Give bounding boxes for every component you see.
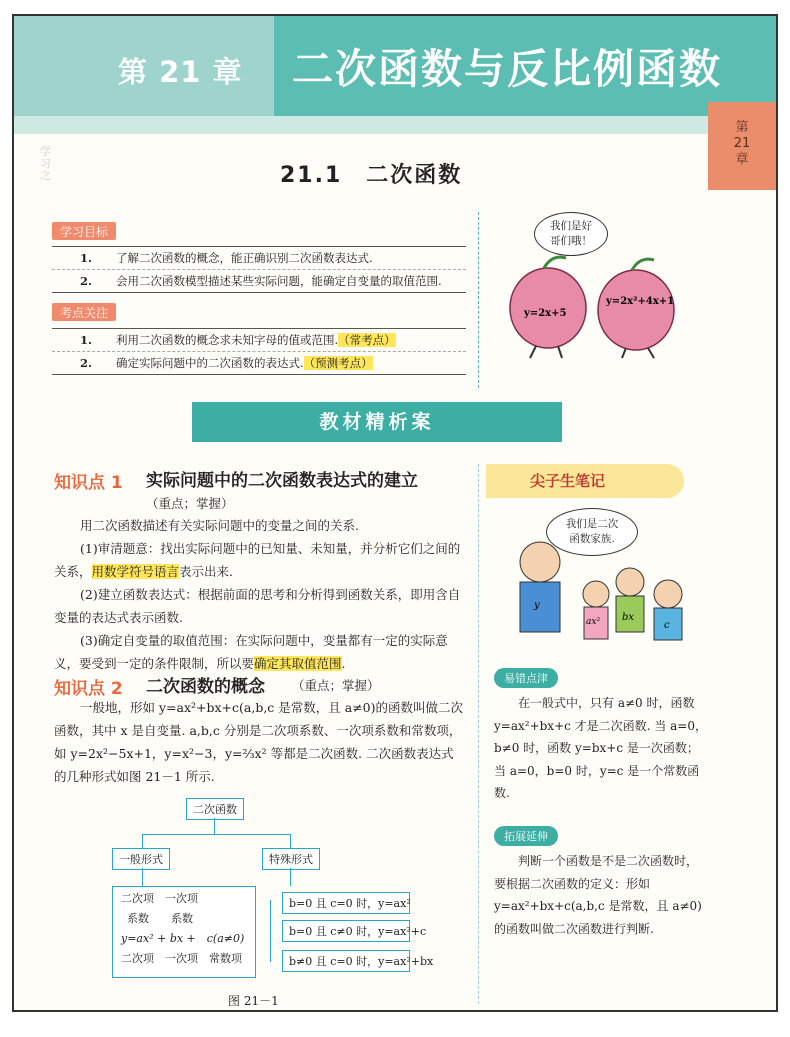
fig-row: 二次项 一次项 [121,892,198,905]
right-fruit [598,270,674,350]
chapter-title: 二次函数与反比例函数 [292,45,722,93]
fig-special-2: b=0 且 c≠0 时，y=ax²+c [282,920,410,942]
goal-text: 了解二次函数的概念，能正确识别二次函数表达式. [116,251,373,265]
kids-cartoon [500,532,700,652]
notes-bubble: 我们是二次 函数家族. [546,508,638,556]
focus-mark: （预测考点） [303,356,373,370]
kp1-p3-text: (3)确定自变量的取值范围：在实际问题中，变量都有一定的实际意义，要受到一定的条件限制，所以要 [54,633,448,671]
focus-text: 利用二次函数的概念求未知字母的值或范围. [116,333,339,347]
kp1-sub: （重点；掌握） [146,496,234,511]
notes-header [486,464,684,498]
focus-mark: （常考点） [338,333,396,347]
section-banner: 教材精析案 [192,402,562,442]
leaf-icon [544,257,566,268]
figure-caption: 图 21－1 [228,994,279,1008]
header-strip [14,116,776,134]
kp1-title: 实际问题中的二次函数表达式的建立 [146,471,418,491]
divider-bottom [478,464,479,1004]
kid-label: y [534,600,540,611]
kid-label: c [664,620,670,631]
kp2-sub: （重点；掌握） [292,678,380,693]
notes-text-extend: 判断一个函数是不是二次函数时，要根据二次函数的定义：形如 y=ax²+bx+c(a,b,c 是常数，且 a≠0) 的函数叫做二次函数进行判断. [494,854,702,936]
goal-number: 1. [80,251,93,265]
kid-body [520,582,560,632]
focus-item [52,329,466,352]
fig-line [290,868,291,886]
kp1-p1-tail: 表示出来. [179,564,234,579]
fig-line [142,868,143,886]
kp1-p2: (2)建立函数表达式：根据前面的思考和分析得到函数关系，即用含自变量的表达式表示函数. [54,587,461,625]
kp1-p1-text: (1)审清题意：找出实际问题中的已知量、未知量，并分析它们之间的关系， [54,541,461,579]
side-tab-line: 第 [735,120,749,135]
focus-number: 2. [80,356,93,370]
kp1-p3-tail: . [341,656,346,671]
fig-special-1: b=0 且 c=0 时，y=ax² [282,892,410,914]
notes-tag-error: 易错点津 [494,668,558,688]
kp1-label: 知识点 1 [54,473,123,493]
left-fruit-label: y=2x+5 [524,308,567,319]
kp1-p1-highlight: 用数学符号语言 [91,564,180,579]
goal-number: 2. [80,274,93,288]
chapter-side-tab [708,102,776,190]
fig-line [290,834,291,848]
kid-label: ax² [586,617,601,627]
focus-number: 1. [80,333,93,347]
kp2-title: 二次函数的概念 [146,677,265,697]
goal-item [52,247,466,270]
divider-top [478,212,479,388]
fig-line [142,834,290,835]
watermark [40,146,51,182]
fig-line [270,900,271,962]
kp1-p1 [54,537,466,583]
fig-special-3: b≠0 且 c=0 时，y=ax²+bx [282,950,410,972]
kp1-p3-highlight: 确定其取值范围 [254,656,342,671]
kp1-paragraph [54,514,466,675]
focus-item [52,352,466,374]
leaf-icon [632,259,654,270]
goals-list [52,246,466,293]
goal-text: 会用二次函数模型描述某些实际问题，能确定自变量的取值范围. [116,274,442,288]
side-tab-line: 21 [733,136,751,151]
speech-bubble: 我们是好 哥们哦！ [534,212,608,256]
watermark-char: 学 [40,145,51,158]
focus-text: 确定实际问题中的二次函数的表达式. [116,356,304,370]
kp1-p0: 用二次函数描述有关实际问题中的变量之间的关系. [80,518,359,533]
fig-line [214,818,215,834]
notes-title: 尖子生笔记 [530,472,606,490]
kp1-p3 [54,629,466,675]
fig-general-box [112,886,256,978]
kid-label: bx [622,612,635,623]
fig-formula: y=ax² + bx + c(a≠0) [121,932,245,945]
goals-tag: 学习目标 [52,222,116,240]
fig-general: 一般形式 [112,848,170,870]
fig-root: 二次函数 [186,798,244,820]
chapter-number: 第 21 章 [118,55,243,89]
focus-list [52,328,466,375]
kp2-label: 知识点 2 [54,679,123,699]
side-tab-line: 章 [735,152,749,167]
fig-row: 系数 系数 [127,912,193,925]
kp2-paragraph: 一般地，形如 y=ax²+bx+c(a,b,c 是常数，且 a≠0)的函数叫做二次函数，其中 x 是自变量. a,b,c 分别是二次项系数、一次项系数和常数项，如 y=2x²−5x+1，y=x²−3，y=⅔x² 等都是二次函数. 二次函数表达式的几种形式如图 21－1 所示. [54,700,464,784]
fig-row: 二次项 一次项 常数项 [121,952,242,965]
notes-tag-extend: 拓展延伸 [494,826,558,846]
fig-line [142,834,143,848]
goal-item [52,270,466,292]
notes-text-error: 在一般式中，只有 a≠0 时，函数 y=ax²+bx+c 才是二次函数. 当 a=0，b≠0 时，函数 y=bx+c 是一次函数；当 a=0，b=0 时，y=c 是一个常数函数. [494,696,707,800]
section-title: 21.1 二次函数 [280,163,463,188]
watermark-char: 习 [40,157,51,170]
right-fruit-label: y=2x²+4x+1 [606,296,675,307]
watermark-char: 之 [40,169,51,182]
focus-tag: 考点关注 [52,303,116,321]
fig-special: 特殊形式 [262,848,320,870]
